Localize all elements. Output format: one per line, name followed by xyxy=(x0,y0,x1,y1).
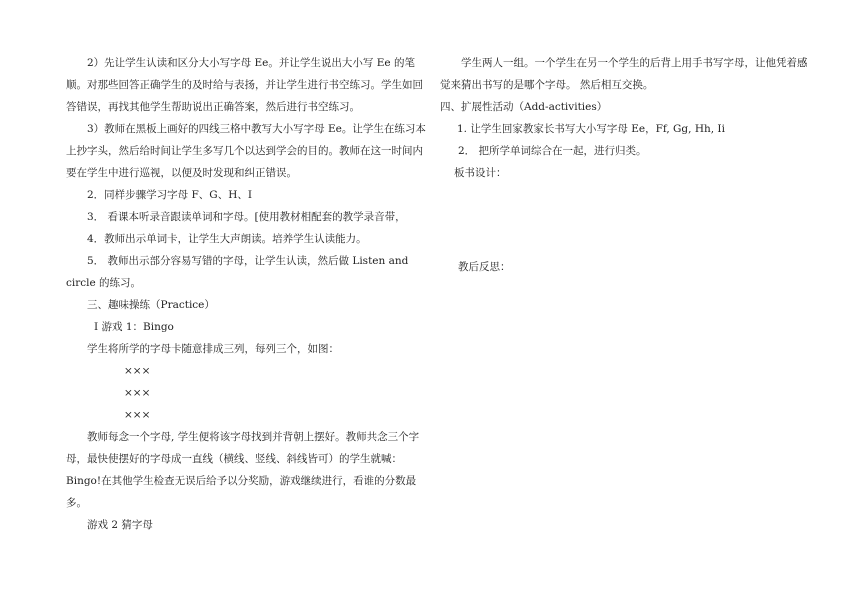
grid-row: ××× xyxy=(124,365,151,377)
step-5-listen-circle: 5． 教师出示部分容易写错的字母，让学生认读，然后做 Listen and circle 的练习。 xyxy=(66,255,409,289)
grid-row: ××× xyxy=(124,409,151,421)
activity-1: 1. 让学生回家教家长书写大小写字母 Ee，Ff, Gg, Hh, Ii xyxy=(457,123,725,135)
reflection-label: 教后反思： xyxy=(458,261,511,273)
board-design-label: 板书设计： xyxy=(454,167,507,179)
grid-row: ××× xyxy=(124,387,151,399)
section-extension-heading: 四、扩展性活动（Add-activities） xyxy=(440,101,608,113)
right-column xyxy=(440,52,810,278)
step-2-letters: 2．同样步骤学习字母 F、G、H、I xyxy=(87,189,252,201)
game-1-intro: 学生将所学的字母卡随意排成三列，每列三个，如图： xyxy=(87,343,339,355)
game-2-rules: 学生两人一组。一个学生在另一个学生的后背上用手书写字母，让他凭着感觉来猜出书写的是哪个字母。 然后相互交换。 xyxy=(440,57,808,91)
game-1-title: Ⅰ 游戏 1：Bingo xyxy=(94,321,174,333)
activity-2: 2． 把所学单词综合在一起，进行归类。 xyxy=(458,145,647,157)
paragraph-ee-writing: 3）教师在黑板上画好的四线三格中教写大小写字母 Ee。让学生在练习本上抄字头，然后给时间让学生多写几个以达到学会的目的。教师在这一时间内要在学生中进行巡视，以便及时发现和纠正错误。 xyxy=(66,123,426,179)
board-design-area xyxy=(440,184,810,256)
game-1-rules: 教师每念一个字母, 学生便将该字母找到并背朝上摆好。教师共念三个字母，最快使摆好的字母成一直线（横线、竖线、斜线皆可）的学生就喊：Bingo!在其他学生检查无误后给予以分奖励，游戏继续进行，看谁的分数最多。 xyxy=(66,431,420,509)
paragraph-ee-recognition: 2）先让学生认读和区分大小写字母 Ee。并让学生说出大小写 Ee 的笔顺。对那些回答正确学生的及时给与表扬，并让学生进行书空练习。学生如回答错误，再找其他学生帮助说出正确答案，然后进行书空练习。 xyxy=(66,57,423,113)
step-3-listen-read: 3． 看课本听录音跟读单词和字母。[使用教材相配套的教学录音带， xyxy=(87,211,406,223)
game-2-title: 游戏 2 猜字母 xyxy=(87,519,153,531)
left-column xyxy=(66,52,428,536)
step-4-word-cards: 4．教师出示单词卡，让学生大声朗读。培养学生认读能力。 xyxy=(87,233,367,245)
section-practice-heading: 三、趣味操练（Practice） xyxy=(87,299,215,311)
